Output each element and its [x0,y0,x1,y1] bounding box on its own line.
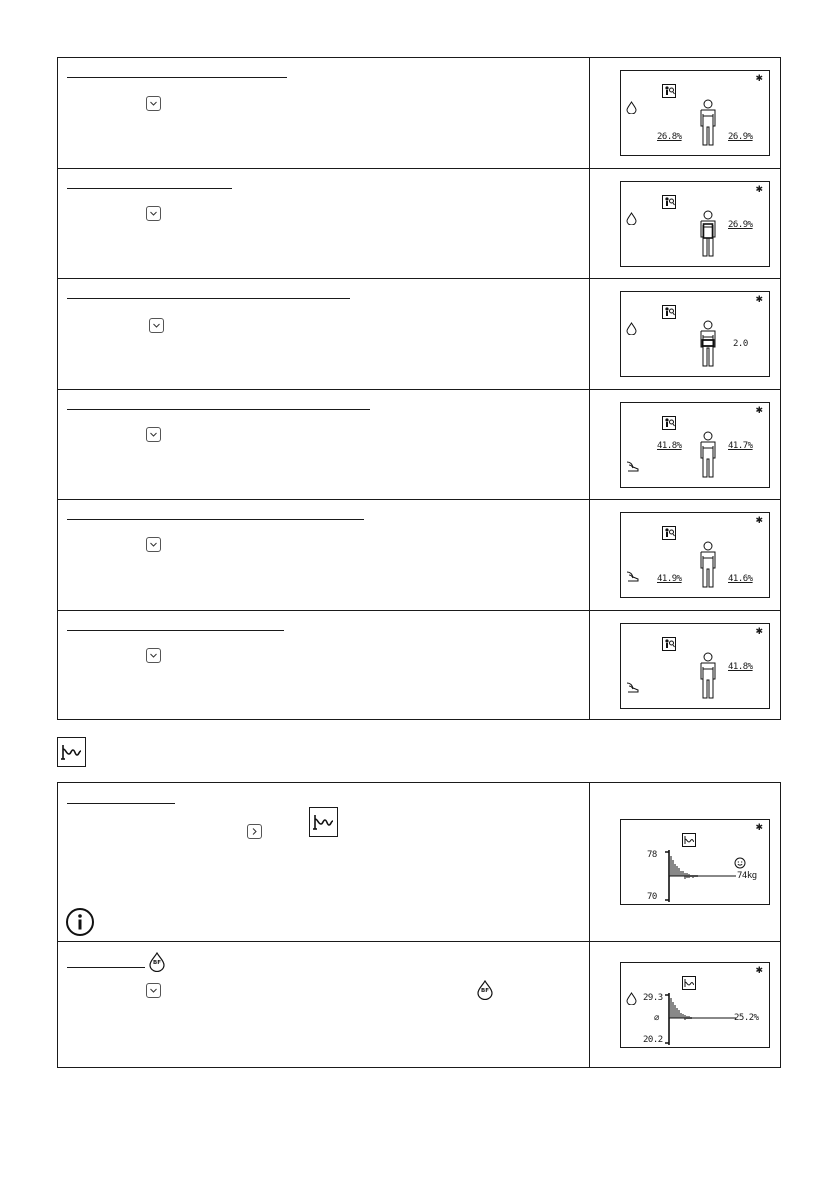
table-row [58,58,780,169]
display-screen [620,402,770,488]
down-key-icon [146,427,161,442]
bf-badge-text: BF [481,988,489,994]
current-value: 25.2% [734,1013,759,1023]
history-graph-icon [57,737,86,767]
figure-arms [697,431,719,479]
history-table [57,782,781,1068]
heading-line [67,630,284,631]
body-analysis-icon [662,526,676,540]
display-screen [620,181,770,267]
right-value: 41.7% [728,441,753,451]
down-key-icon [146,648,161,663]
average-icon: ⌀ [654,1013,660,1023]
drop-icon [626,322,637,335]
down-key-icon [149,318,164,333]
heading-line [67,409,370,410]
bluetooth-icon: ✱ [755,74,763,84]
right-value: 26.9% [728,132,753,142]
table-row [58,390,780,500]
body-analysis-icon [662,305,676,319]
axis-top-value: 78 [647,850,657,860]
table-row [58,169,780,279]
down-key-icon [146,983,161,998]
down-key-icon [146,206,161,221]
display-screen [620,962,770,1048]
bluetooth-icon: ✱ [755,516,763,526]
history-graph-icon [682,976,696,990]
body-analysis-icon [662,84,676,98]
table-row [58,279,780,390]
table-row [58,611,780,721]
display-screen [620,623,770,709]
right-value: 2.0 [733,339,748,349]
drop-icon [626,212,637,225]
heading-line [67,188,232,189]
bluetooth-icon: ✱ [755,966,763,976]
table-row [58,942,780,1067]
heading-line [67,519,364,520]
axis-bottom-value: 20.2 [643,1035,663,1045]
table-row [58,783,780,942]
bf-drop-icon [148,952,166,972]
history-graph-icon [682,833,696,847]
display-screen [620,512,770,598]
heading-line [67,967,145,968]
smiley-icon [734,857,746,869]
right-value: 41.6% [728,574,753,584]
display-screen [620,291,770,377]
muscle-icon [626,460,639,472]
axis-bottom-value: 70 [647,892,657,902]
figure-full [697,99,719,147]
down-key-icon [146,96,161,111]
body-analysis-icon [662,637,676,651]
display-screen [620,819,770,905]
right-value: 26.9% [728,220,753,230]
muscle-icon [626,570,639,582]
axis-top-value: 29.3 [643,993,663,1003]
left-value: 41.8% [657,441,682,451]
bf-drop-icon [476,980,494,1000]
body-analysis-icon [662,195,676,209]
table-row [58,500,780,611]
heading-line [67,803,175,804]
history-graph-icon [309,807,338,837]
left-value: 41.9% [657,574,682,584]
figure-torso [697,210,719,258]
bluetooth-icon: ✱ [755,185,763,195]
heading-line [67,77,287,78]
bluetooth-icon: ✱ [755,823,763,833]
bluetooth-icon: ✱ [755,406,763,416]
info-icon [65,907,95,937]
current-value: 74kg [737,871,757,881]
muscle-icon [626,681,639,693]
down-key-icon [146,537,161,552]
figure-full [697,652,719,700]
body-analysis-icon [662,416,676,430]
heading-line [67,298,350,299]
bf-badge-text: BF [153,960,161,966]
right-value: 41.8% [728,662,753,672]
drop-icon [626,101,637,114]
segment-table [57,57,781,720]
figure-legs [697,541,719,589]
bluetooth-icon: ✱ [755,627,763,637]
bluetooth-icon: ✱ [755,295,763,305]
display-screen [620,70,770,156]
right-key-icon [247,824,262,839]
left-value: 26.8% [657,132,682,142]
figure-belt [697,320,719,368]
drop-icon [626,992,637,1005]
